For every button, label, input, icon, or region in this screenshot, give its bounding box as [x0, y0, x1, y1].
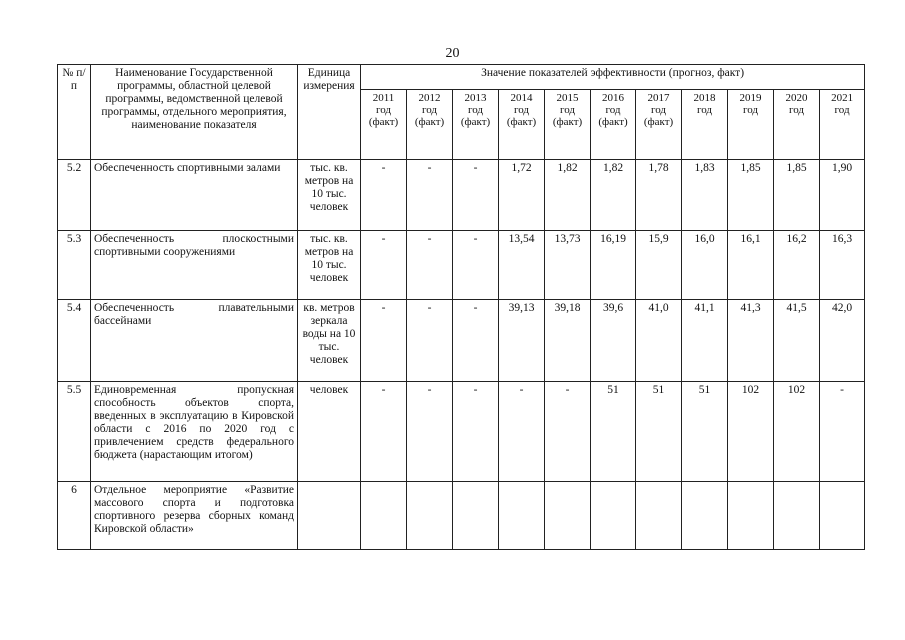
- row-number: 5.5: [58, 382, 91, 482]
- value-cell-2018: 41,1: [682, 300, 728, 382]
- value-cell-2018: 16,0: [682, 231, 728, 300]
- header-year-2013: [453, 90, 499, 160]
- value-cell-2021: -: [820, 382, 865, 482]
- header-num: № п/п: [58, 65, 91, 160]
- header-year-2014: [499, 90, 545, 160]
- header-year-note: (факт): [598, 116, 628, 128]
- header-year-2018: [682, 90, 728, 160]
- header-year-word: год: [834, 104, 850, 116]
- value-cell-2021: 42,0: [820, 300, 865, 382]
- header-year-number: 2021: [831, 92, 854, 104]
- value-cell-2012: -: [407, 300, 453, 382]
- value-cell-2016: 16,19: [591, 231, 636, 300]
- value-cell-2012: [407, 482, 453, 550]
- header-year-number: 2017: [647, 92, 670, 104]
- unit-of-measure: [298, 482, 361, 550]
- unit-of-measure: тыс. кв. метров на 10 тыс. человек: [298, 231, 361, 300]
- header-year-word: год: [788, 104, 805, 116]
- value-cell-2019: 1,85: [728, 160, 774, 231]
- value-cell-2019: [728, 482, 774, 550]
- header-year-2019: [728, 90, 774, 160]
- header-year-word: год: [650, 104, 667, 116]
- indicator-name: Обеспеченность спортивными залами: [91, 160, 298, 231]
- header-year-2021: [820, 90, 865, 160]
- table-row: [58, 231, 865, 300]
- indicator-name: Единовременная пропускная способность объектов спорта, введенных в эксплуатацию в Кировской области с 2016 по 2020 год с привлечением средств федерального бюджета (нарастающим итогом): [91, 382, 298, 482]
- value-cell-2014: 13,54: [499, 231, 545, 300]
- header-year-number: 2011: [372, 92, 395, 104]
- value-cell-2021: 16,3: [820, 231, 865, 300]
- row-number: 6: [58, 482, 91, 550]
- value-cell-2013: -: [453, 160, 499, 231]
- value-cell-2019: 102: [728, 382, 774, 482]
- indicator-name: Отдельное мероприятие «Развитие массового спорта и подготовка спортивного резерва сборных команд Кировской области»: [91, 482, 298, 550]
- value-cell-2015: 39,18: [545, 300, 591, 382]
- value-cell-2020: 41,5: [774, 300, 820, 382]
- header-year-word: год: [467, 104, 484, 116]
- indicators-table: [57, 64, 865, 550]
- header-year-number: 2012: [418, 92, 441, 104]
- value-cell-2016: [591, 482, 636, 550]
- value-cell-2013: [453, 482, 499, 550]
- value-cell-2017: 41,0: [636, 300, 682, 382]
- header-row-1: [58, 65, 865, 90]
- unit-of-measure: тыс. кв. метров на 10 тыс. человек: [298, 160, 361, 231]
- header-year-word: год: [559, 104, 576, 116]
- header-year-word: год: [421, 104, 438, 116]
- value-cell-2020: 16,2: [774, 231, 820, 300]
- header-year-word: год: [513, 104, 530, 116]
- value-cell-2017: 1,78: [636, 160, 682, 231]
- header-year-2011: [361, 90, 407, 160]
- value-cell-2018: 51: [682, 382, 728, 482]
- header-year-word: год: [742, 104, 759, 116]
- header-year-number: 2013: [464, 92, 487, 104]
- indicator-name: Обеспеченность плоскостными спортивными сооружениями: [91, 231, 298, 300]
- value-cell-2011: -: [361, 160, 407, 231]
- value-cell-2012: -: [407, 382, 453, 482]
- unit-of-measure: кв. метров зеркала воды на 10 тыс. человек: [298, 300, 361, 382]
- value-cell-2017: 51: [636, 382, 682, 482]
- header-year-2016: [591, 90, 636, 160]
- header-year-number: 2014: [510, 92, 533, 104]
- value-cell-2017: 15,9: [636, 231, 682, 300]
- row-number: 5.2: [58, 160, 91, 231]
- value-cell-2018: [682, 482, 728, 550]
- value-cell-2020: 102: [774, 382, 820, 482]
- header-year-number: 2019: [739, 92, 762, 104]
- header-year-2012: [407, 90, 453, 160]
- row-number: 5.3: [58, 231, 91, 300]
- table-row: [58, 382, 865, 482]
- header-year-note: (факт): [460, 116, 491, 128]
- table-row: [58, 482, 865, 550]
- value-cell-2019: 41,3: [728, 300, 774, 382]
- value-cell-2020: [774, 482, 820, 550]
- value-cell-2012: -: [407, 160, 453, 231]
- header-year-word: год: [696, 104, 713, 116]
- header-year-2017: [636, 90, 682, 160]
- indicator-name: Обеспеченность плавательными бассейнами: [91, 300, 298, 382]
- value-cell-2011: -: [361, 300, 407, 382]
- value-cell-2021: 1,90: [820, 160, 865, 231]
- table-row: [58, 300, 865, 382]
- value-cell-2012: -: [407, 231, 453, 300]
- header-year-note: (факт): [368, 116, 399, 128]
- value-cell-2015: -: [545, 382, 591, 482]
- header-name: Наименование Государственной программы, областной целевой программы, ведомственной целевой программы, отдельного мероприятия, наименование показателя: [91, 65, 298, 160]
- header-year-note: (факт): [643, 116, 674, 128]
- value-cell-2013: -: [453, 382, 499, 482]
- value-cell-2013: -: [453, 231, 499, 300]
- table-row: [58, 160, 865, 231]
- value-cell-2016: 1,82: [591, 160, 636, 231]
- header-year-2020: [774, 90, 820, 160]
- value-cell-2015: 1,82: [545, 160, 591, 231]
- header-year-2015: [545, 90, 591, 160]
- value-cell-2016: 39,6: [591, 300, 636, 382]
- value-cell-2020: 1,85: [774, 160, 820, 231]
- header-year-number: 2018: [693, 92, 716, 104]
- value-cell-2014: 39,13: [499, 300, 545, 382]
- header-year-word: год: [375, 104, 392, 116]
- value-cell-2015: [545, 482, 591, 550]
- unit-of-measure: человек: [298, 382, 361, 482]
- value-cell-2013: -: [453, 300, 499, 382]
- value-cell-2017: [636, 482, 682, 550]
- header-year-note: (факт): [552, 116, 583, 128]
- row-number: 5.4: [58, 300, 91, 382]
- value-cell-2015: 13,73: [545, 231, 591, 300]
- value-cell-2011: [361, 482, 407, 550]
- value-cell-2021: [820, 482, 865, 550]
- value-cell-2018: 1,83: [682, 160, 728, 231]
- header-year-number: 2016: [602, 92, 624, 104]
- value-cell-2011: -: [361, 382, 407, 482]
- value-cell-2019: 16,1: [728, 231, 774, 300]
- value-cell-2011: -: [361, 231, 407, 300]
- header-year-word: год: [605, 104, 621, 116]
- header-year-number: 2015: [556, 92, 579, 104]
- header-year-note: (факт): [414, 116, 445, 128]
- table-body: [58, 160, 865, 550]
- header-year-number: 2020: [785, 92, 808, 104]
- page-number: 20: [445, 46, 460, 61]
- header-values: Значение показателей эффективности (прогноз, факт): [361, 65, 865, 90]
- value-cell-2016: 51: [591, 382, 636, 482]
- value-cell-2014: [499, 482, 545, 550]
- value-cell-2014: -: [499, 382, 545, 482]
- value-cell-2014: 1,72: [499, 160, 545, 231]
- header-unit: Единица измерения: [298, 65, 361, 160]
- header-year-note: (факт): [506, 116, 537, 128]
